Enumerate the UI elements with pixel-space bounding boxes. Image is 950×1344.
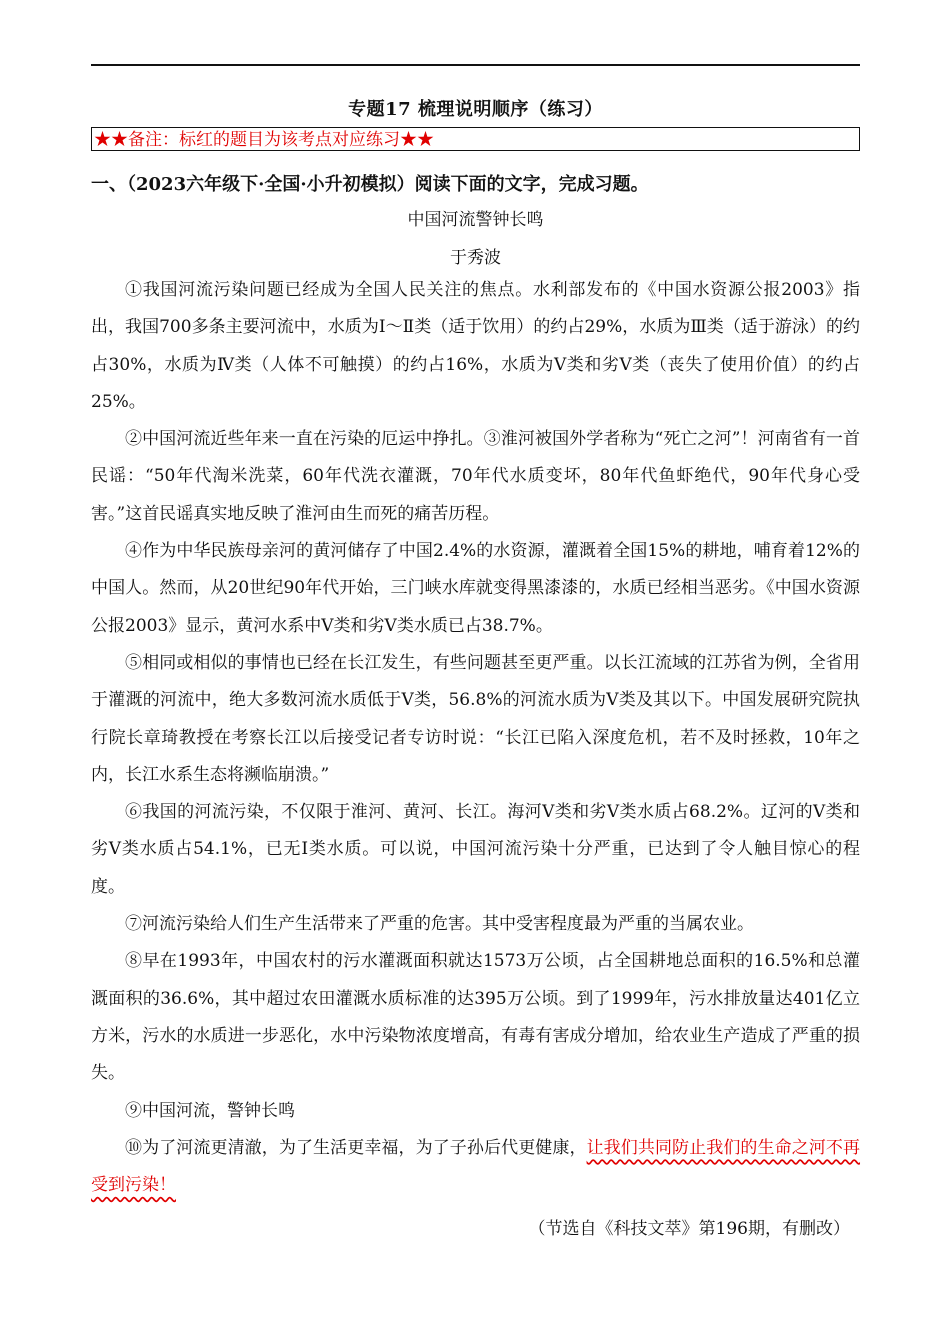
source-citation: （节选自《科技文萃》第196期，有删改） xyxy=(528,1219,850,1239)
highlighted-sentence: 让我们共同防止我们的生命之河不再受到污染！ xyxy=(91,1137,861,1196)
paragraph-9: ⑨中国河流，警钟长鸣 xyxy=(125,1100,295,1121)
paragraph-2: ②中国河流近些年来一直在污染的厄运中挣扎。③淮河被国外学者称为“死亡之河”！河南省有一首民谣：“50年代淘米洗菜，60年代洗衣灌溉，70年代水质变坏，80年代鱼虾绝代，90年代身心受害。”这首民谣真实地反映了淮河由生而死的痛苦历程。 xyxy=(91,429,860,524)
article-body xyxy=(91,272,860,1204)
top-rule xyxy=(91,64,860,66)
article-title: 中国河流警钟长鸣 xyxy=(407,210,544,230)
note-box: ★★备注：标红的题目为该考点对应练习★★ xyxy=(91,127,860,151)
paragraph-1: ①我国河流污染问题已经成为全国人民关注的焦点。水利部发布的《中国水资源公报2003》指出，我国700多条主要河流中，水质为Ⅰ～Ⅱ类（适于饮用）的约占29%，水质为Ⅲ类（适于游泳）的约占30%，水质为Ⅳ类（人体不可触摸）的约占16%，水质为Ⅴ类和劣Ⅴ类（丧失了使用价值）的约占25%。 xyxy=(91,280,860,412)
paragraph-6: ⑥我国的河流污染，不仅限于淮河、黄河、长江。海河Ⅴ类和劣Ⅴ类水质占68.2%。辽河的Ⅴ类和劣Ⅴ类水质占54.1%，已无Ⅰ类水质。可以说，中国河流污染十分严重，已达到了令人触目惊心的程度。 xyxy=(91,802,860,897)
section-heading: 一、（2023六年级下·全国·小升初模拟）阅读下面的文字，完成习题。 xyxy=(91,174,649,195)
paragraph-5: ⑤相同或相似的事情也已经在长江发生，有些问题甚至更严重。以长江流域的江苏省为例，全省用于灌溉的河流中，绝大多数河流水质低于Ⅴ类，56.8%的河流水质为Ⅴ类及其以下。中国发展研究院执行院长章琦教授在考察长江以后接受记者专访时说：“长江已陷入深度危机，若不及时拯救，10年之内，长江水系生态将濒临崩溃。” xyxy=(91,652,860,785)
article-author: 于秀波 xyxy=(450,248,501,268)
page-title: 专题17 梳理说明顺序（练习） xyxy=(348,99,603,120)
paragraph-7: ⑦河流污染给人们生产生活带来了严重的危害。其中受害程度最为严重的当属农业。 xyxy=(125,914,754,935)
paragraph-10-text: ⑩为了河流更清澈，为了生活更幸福，为了子孙后代更健康， xyxy=(125,1137,587,1158)
paragraph-4: ④作为中华民族母亲河的黄河储存了中国2.4%的水资源，灌溉着全国15%的耕地，哺育着12%的中国人。然而，从20世纪90年代开始，三门峡水库就变得黑漆漆的，水质已经相当恶劣。《中国水资源公报2003》显示，黄河水系中Ⅴ类和劣Ⅴ类水质已占38.7%。 xyxy=(91,541,860,636)
paragraph-8: ⑧早在1993年，中国农村的污水灌溉面积就达1573万公顷，占全国耕地总面积的16.5%和总灌溉面积的36.6%，其中超过农田灌溉水质标准的达395万公顷。到了1999年，污水排放量达401亿立方米，污水的水质进一步恶化，水中污染物浓度增高，有毒有害成分增加，给农业生产造成了严重的损失。 xyxy=(91,951,860,1084)
paragraph-10 xyxy=(91,1130,860,1205)
